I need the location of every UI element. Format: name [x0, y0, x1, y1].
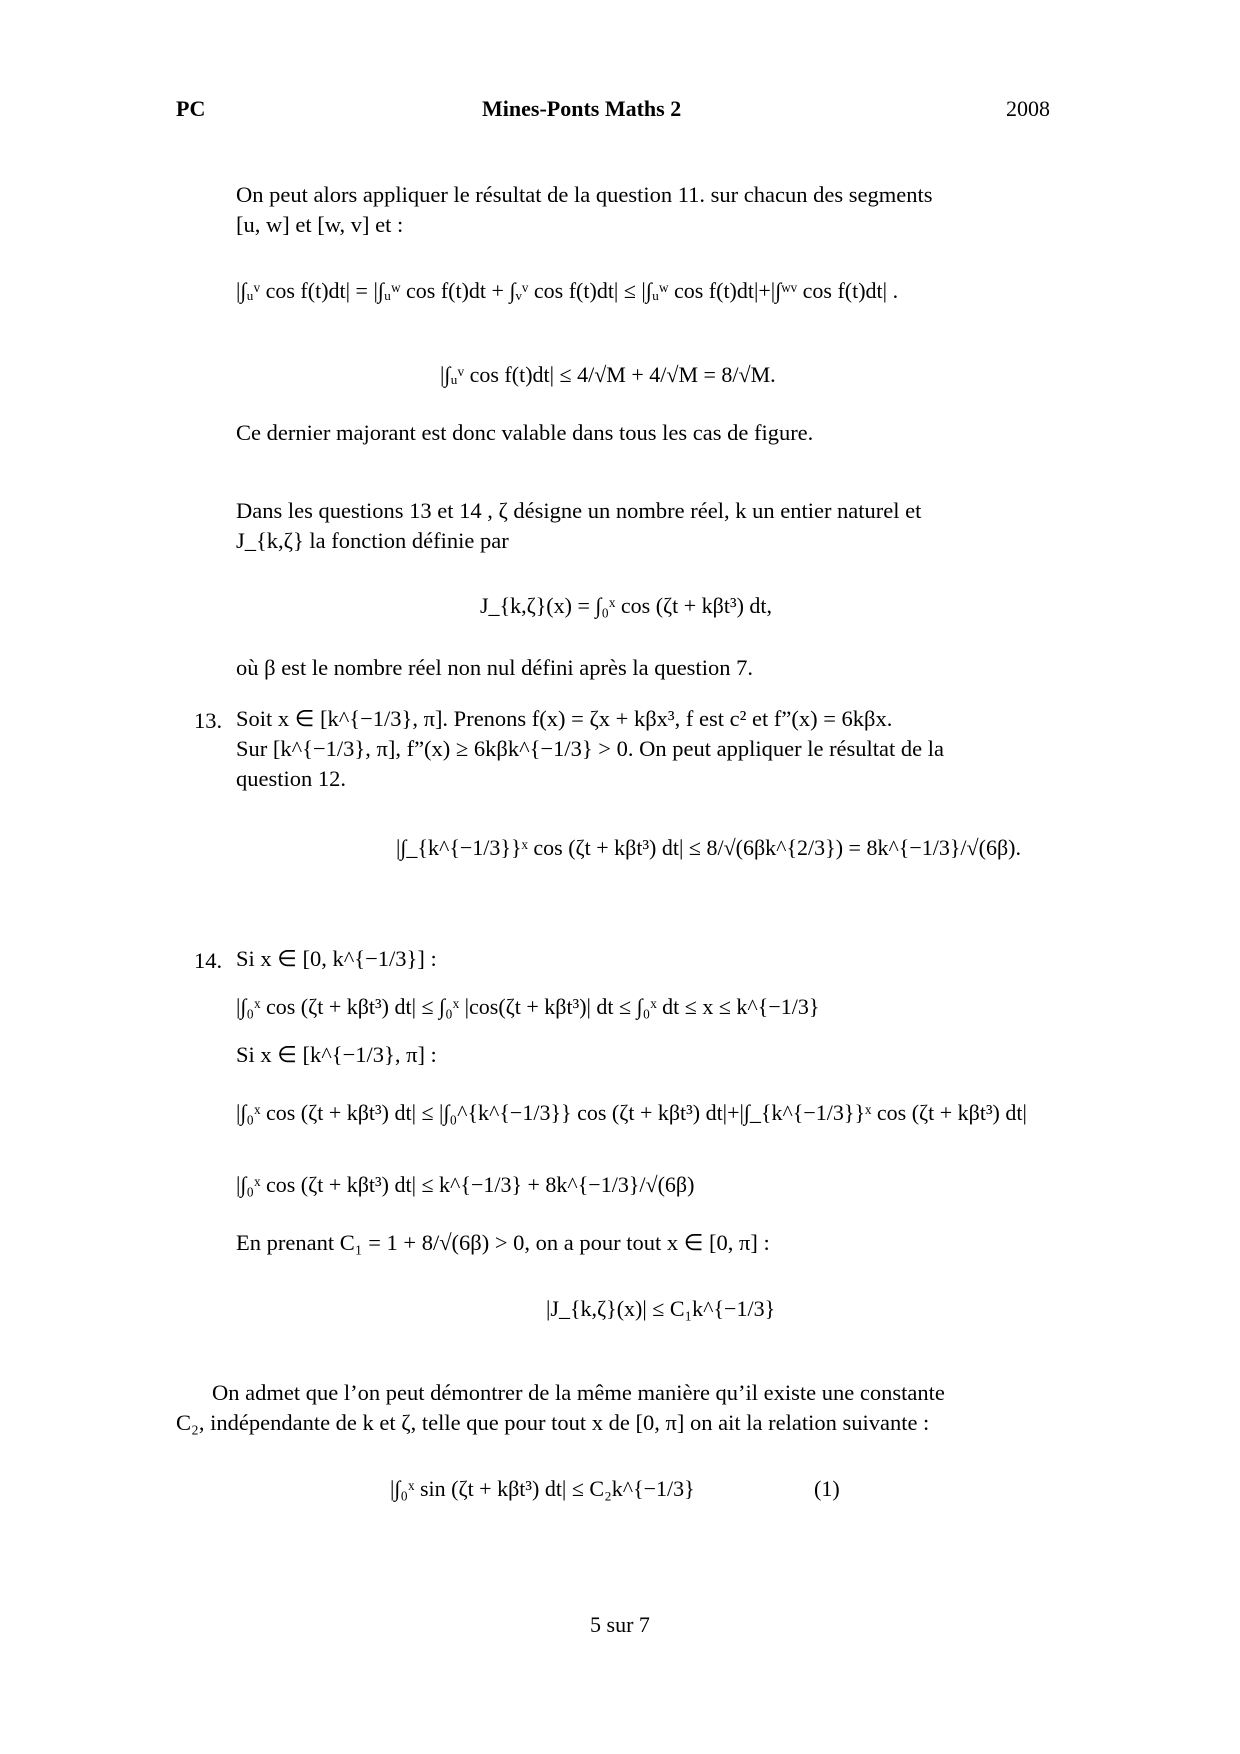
paragraph-line: On peut alors appliquer le résultat de la question 11. sur chacun des segments — [236, 182, 933, 207]
paragraph-line: Sur [k^{−1/3}, π], f”(x) ≥ 6kβk^{−1/3} > 0. On peut appliquer le résultat de la — [236, 736, 945, 761]
paragraph-line: question 12. — [236, 766, 346, 791]
equation: |∫_{k^{−1/3}}ˣ cos (ζt + kβt³) dt| ≤ 8/√(6βk^{2/3}) = 8k^{−1/3}/√(6β). — [396, 835, 1021, 860]
paragraph-line: En prenant C₁ = 1 + 8/√(6β) > 0, on a pour tout x ∈ [0, π] : — [236, 1230, 770, 1255]
question-number: 13. — [194, 708, 223, 733]
equation: |∫₀ˣ cos (ζt + kβt³) dt| ≤ ∫₀ˣ |cos(ζt + kβt³)| dt ≤ ∫₀ˣ dt ≤ x ≤ k^{−1/3} — [236, 994, 820, 1019]
equation: |∫ᵤᵛ cos f(t)dt| = |∫ᵤʷ cos f(t)dt + ∫ᵥᵛ cos f(t)dt| ≤ |∫ᵤʷ cos f(t)dt|+|∫ʷᵛ cos f(t)dt| . — [236, 278, 899, 303]
equation: |∫₀ˣ cos (ζt + kβt³) dt| ≤ |∫₀^{k^{−1/3}} cos (ζt + kβt³) dt|+|∫_{k^{−1/3}}ˣ cos (ζt + kβt³) dt| — [236, 1100, 1027, 1125]
equation: |∫₀ˣ cos (ζt + kβt³) dt| ≤ k^{−1/3} + 8k^{−1/3}/√(6β) — [236, 1172, 695, 1197]
equation: J_{k,ζ}(x) = ∫₀ˣ cos (ζt + kβt³) dt, — [480, 593, 773, 618]
header-title: Mines-Ponts Maths 2 — [482, 96, 682, 121]
paragraph-line: On admet que l’on peut démontrer de la même manière qu’il existe une constante — [212, 1380, 945, 1405]
paragraph-line: Si x ∈ [k^{−1/3}, π] : — [236, 1042, 437, 1067]
question-number: 14. — [194, 948, 223, 973]
paragraph-line: Si x ∈ [0, k^{−1/3}] : — [236, 946, 437, 971]
equation-number: (1) — [814, 1476, 840, 1501]
paragraph-line: Ce dernier majorant est donc valable dans tous les cas de figure. — [236, 420, 814, 445]
equation: |∫₀ˣ sin (ζt + kβt³) dt| ≤ C₂k^{−1/3} — [390, 1476, 695, 1501]
paragraph-line: J_{k,ζ} la fonction définie par — [236, 528, 509, 553]
paragraph-line: [u, w] et [w, v] et : — [236, 212, 404, 237]
paragraph-line: où β est le nombre réel non nul défini après la question 7. — [236, 655, 753, 680]
header-year: 2008 — [1006, 96, 1050, 121]
header-left: PC — [176, 96, 206, 121]
page-footer: 5 sur 7 — [590, 1612, 650, 1637]
equation: |∫ᵤᵛ cos f(t)dt| ≤ 4/√M + 4/√M = 8/√M. — [440, 362, 776, 387]
paragraph-line: Soit x ∈ [k^{−1/3}, π]. Prenons f(x) = ζx + kβx³, f est c² et f”(x) = 6kβx. — [236, 706, 893, 731]
paragraph-line: Dans les questions 13 et 14 , ζ désigne un nombre réel, k un entier naturel et — [236, 498, 922, 523]
paragraph-line: C₂, indépendante de k et ζ, telle que pour tout x de [0, π] on ait la relation suivante : — [176, 1410, 930, 1435]
equation: |J_{k,ζ}(x)| ≤ C₁k^{−1/3} — [546, 1296, 776, 1321]
